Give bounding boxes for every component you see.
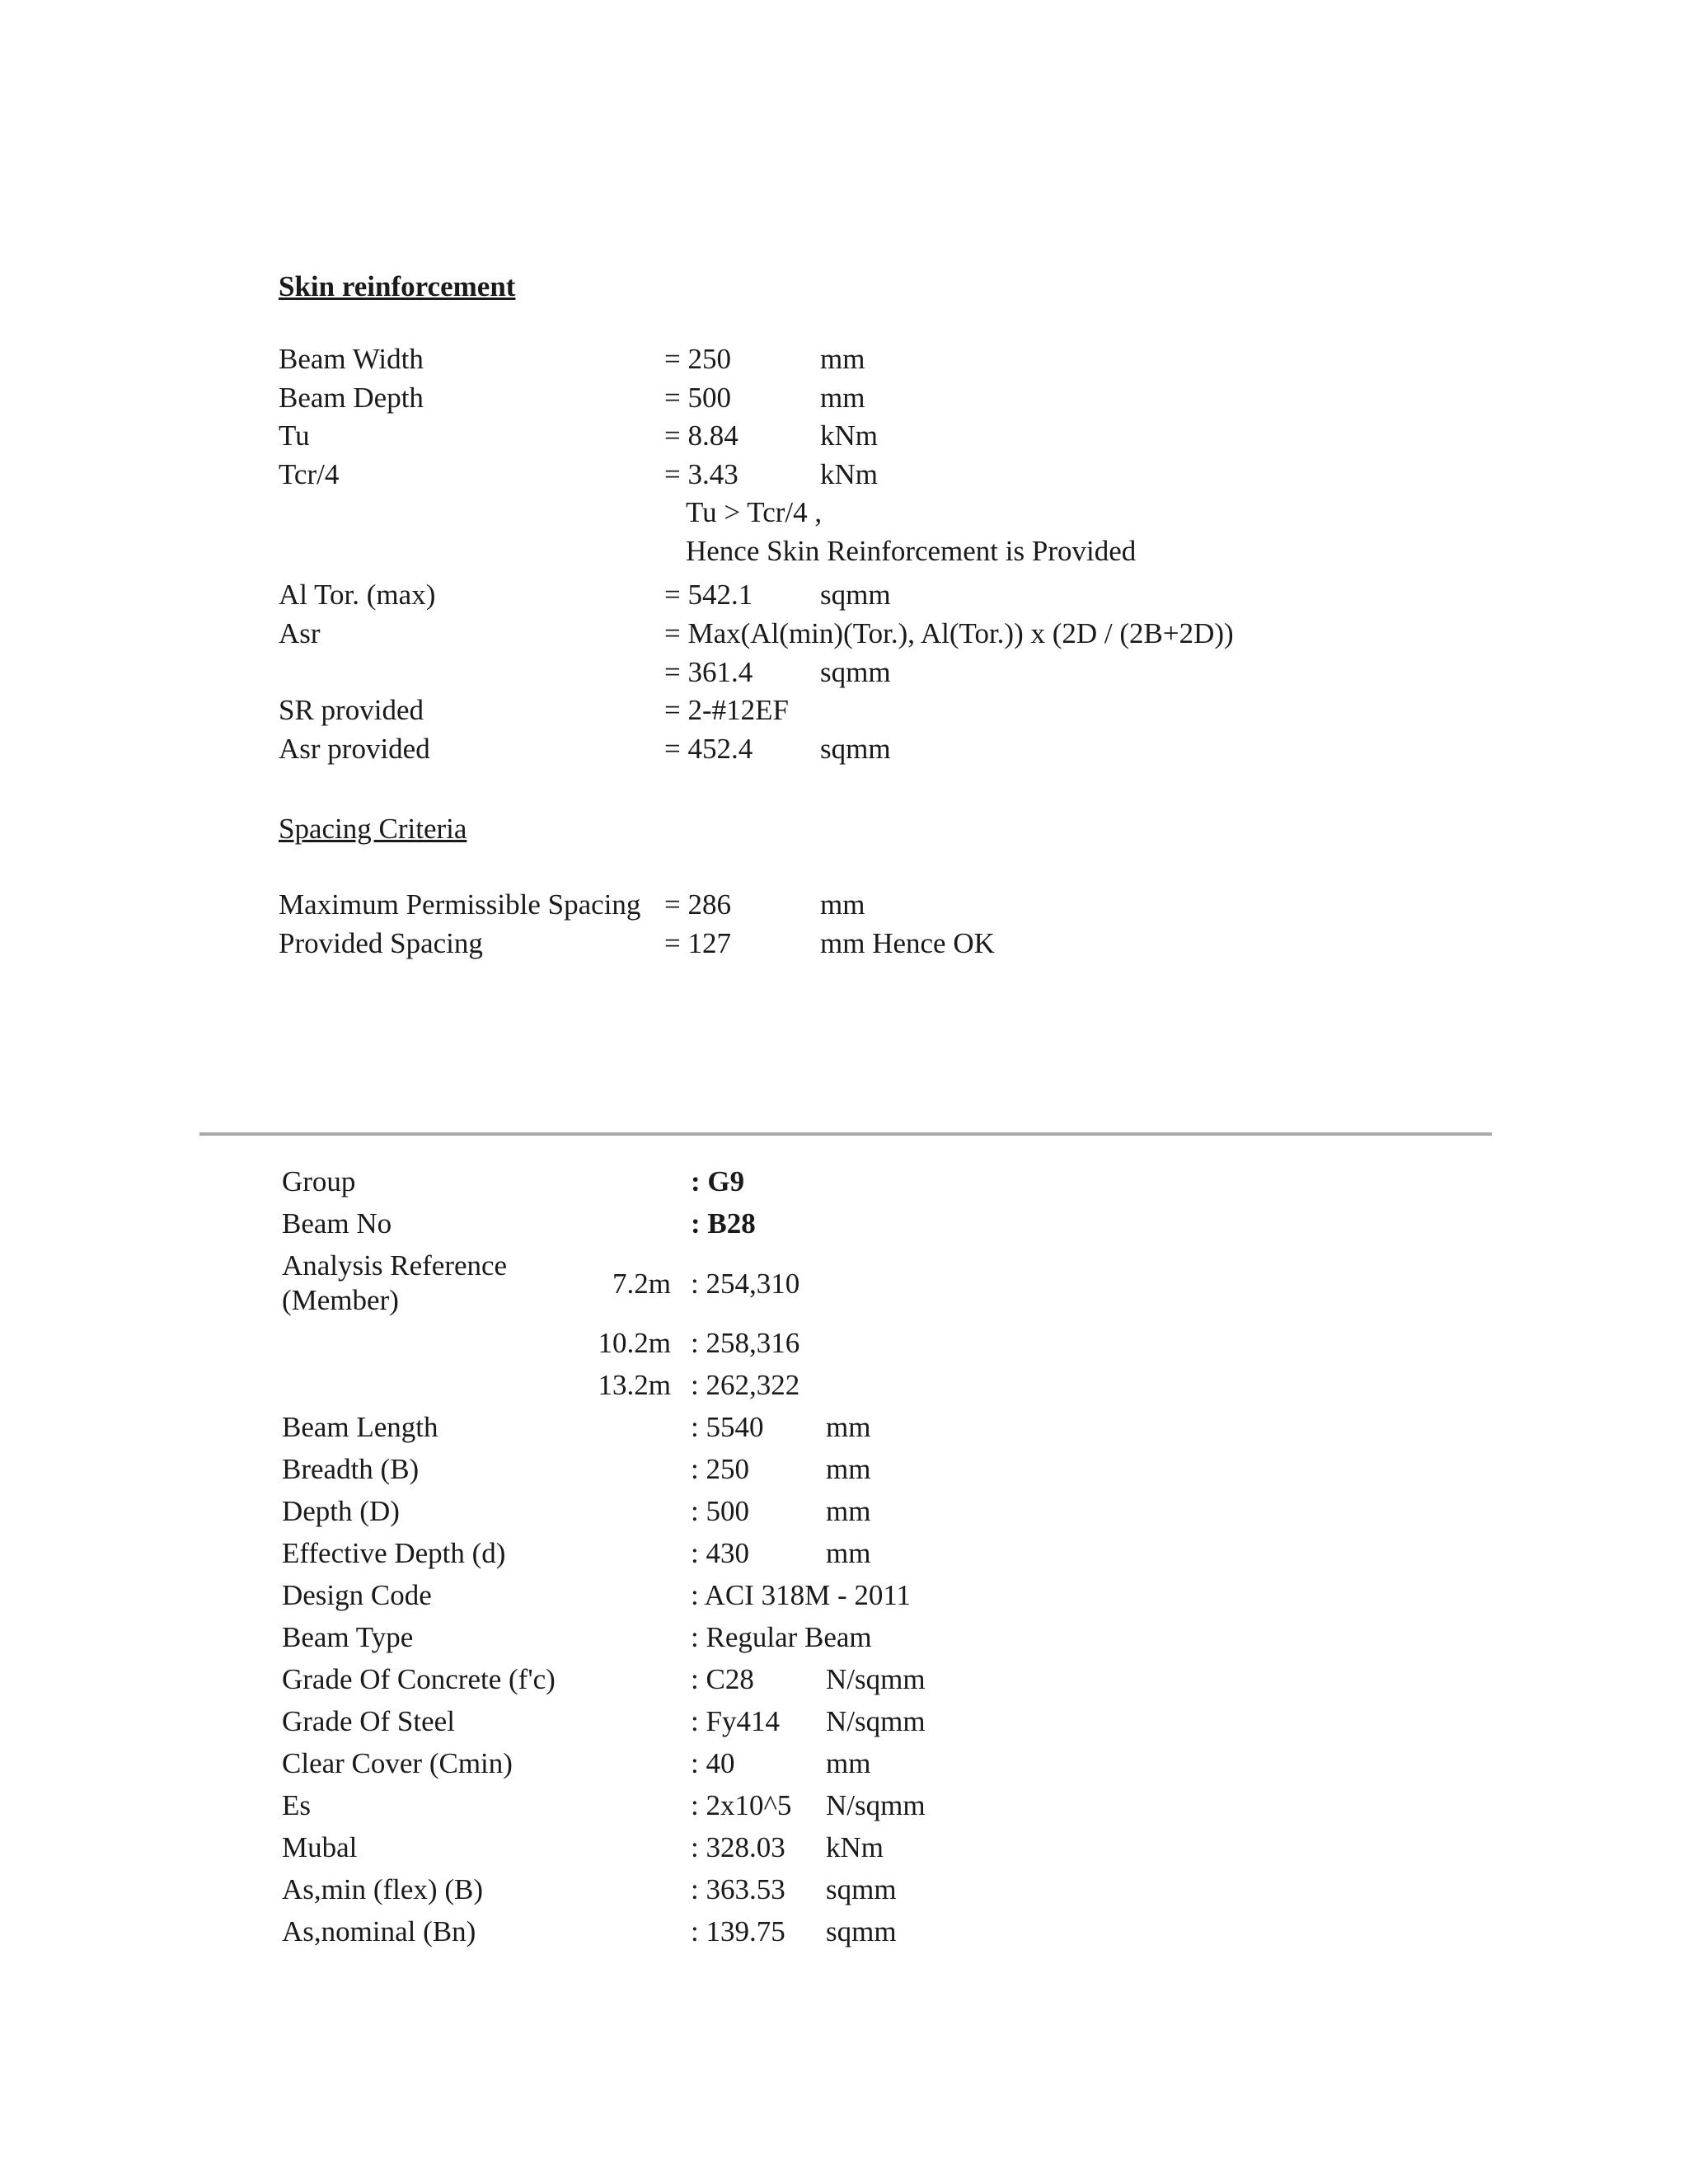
value: : 139.75 [691, 1915, 785, 1947]
value: : 40 [691, 1747, 735, 1779]
value: : 430 [691, 1537, 749, 1569]
unit: mm [826, 1747, 871, 1779]
label: Al Tor. (max) [279, 579, 436, 611]
length: 13.2m [598, 1369, 671, 1401]
value: : C28 [691, 1663, 754, 1695]
unit: N/sqmm [826, 1789, 926, 1821]
label: Design Code [282, 1579, 432, 1611]
unit: mm [826, 1411, 871, 1443]
unit: kNm [820, 419, 878, 452]
value: = 127 [664, 927, 731, 959]
label: Group [282, 1165, 356, 1197]
value: : 5540 [691, 1411, 764, 1443]
label: Beam Type [282, 1621, 414, 1653]
unit: sqmm [820, 579, 891, 611]
unit: mm [820, 382, 865, 414]
label: Beam No [282, 1207, 392, 1240]
unit: mm Hence OK [820, 927, 995, 959]
value: = 361.4 [664, 656, 753, 688]
label: Mubal [282, 1831, 358, 1863]
length: 7.2m [612, 1268, 671, 1300]
value: = Max(Al(min)(Tor.), Al(Tor.)) x (2D / (2B+2D)) [664, 617, 1234, 649]
value: : 254,310 [691, 1268, 800, 1300]
unit: sqmm [820, 656, 891, 688]
value: : 250 [691, 1453, 749, 1485]
label: Clear Cover (Cmin) [282, 1747, 513, 1779]
unit: N/sqmm [826, 1705, 926, 1737]
value: = 286 [664, 888, 731, 921]
label: As,nominal (Bn) [282, 1915, 476, 1947]
label: Breadth (B) [282, 1453, 420, 1485]
section-title-skin-reinforcement: Skin reinforcement [279, 270, 516, 302]
note-line-2: Hence Skin Reinforcement is Provided [686, 535, 1137, 567]
unit: kNm [826, 1831, 884, 1863]
label: Asr [279, 617, 321, 649]
unit: mm [820, 343, 865, 375]
value: = 452.4 [664, 733, 753, 765]
value: : ACI 318M - 2011 [691, 1579, 912, 1611]
label: Tu [279, 419, 310, 452]
label: Tcr/4 [279, 458, 340, 490]
value: = 250 [664, 343, 731, 375]
value: : 328.03 [691, 1831, 785, 1863]
label: Maximum Permissible Spacing [279, 888, 641, 921]
label: Beam Depth [279, 382, 424, 414]
row-analysis-reference [0, 1249, 1688, 1323]
unit: mm [820, 888, 865, 921]
value: : 262,322 [691, 1369, 800, 1401]
note-line-1: Tu > Tcr/4 , [686, 496, 823, 528]
value: = 3.43 [664, 458, 738, 490]
value: : Fy414 [691, 1705, 780, 1737]
label: Beam Length [282, 1411, 438, 1443]
value: : 258,316 [691, 1327, 800, 1359]
unit: mm [826, 1495, 871, 1527]
unit: sqmm [826, 1873, 897, 1905]
value: = 2-#12EF [664, 694, 789, 726]
label: As,min (flex) (B) [282, 1873, 483, 1905]
label: Analysis Reference (Member) [282, 1249, 508, 1316]
label: Provided Spacing [279, 927, 483, 959]
unit: N/sqmm [826, 1663, 926, 1695]
label: Effective Depth (d) [282, 1537, 506, 1569]
value: : G9 [691, 1165, 745, 1197]
label: Grade Of Steel [282, 1705, 455, 1737]
unit: kNm [820, 458, 878, 490]
value: = 542.1 [664, 579, 753, 611]
value: : B28 [691, 1207, 756, 1240]
unit: mm [826, 1537, 871, 1569]
value: = 8.84 [664, 419, 738, 452]
label: Grade Of Concrete (f'c) [282, 1663, 556, 1695]
value: = 500 [664, 382, 731, 414]
label: Beam Width [279, 343, 424, 375]
unit: sqmm [820, 733, 891, 765]
unit: mm [826, 1453, 871, 1485]
length: 10.2m [598, 1327, 671, 1359]
value: : Regular Beam [691, 1621, 872, 1653]
label: Es [282, 1789, 311, 1821]
label: SR provided [279, 694, 424, 726]
label: Asr provided [279, 733, 430, 765]
value: : 363.53 [691, 1873, 785, 1905]
unit: sqmm [826, 1915, 897, 1947]
label: Depth (D) [282, 1495, 400, 1527]
horizontal-divider [199, 1132, 1492, 1136]
value: : 2x10^5 [691, 1789, 792, 1821]
value: : 500 [691, 1495, 749, 1527]
section-subtitle-spacing-criteria: Spacing Criteria [279, 813, 467, 845]
